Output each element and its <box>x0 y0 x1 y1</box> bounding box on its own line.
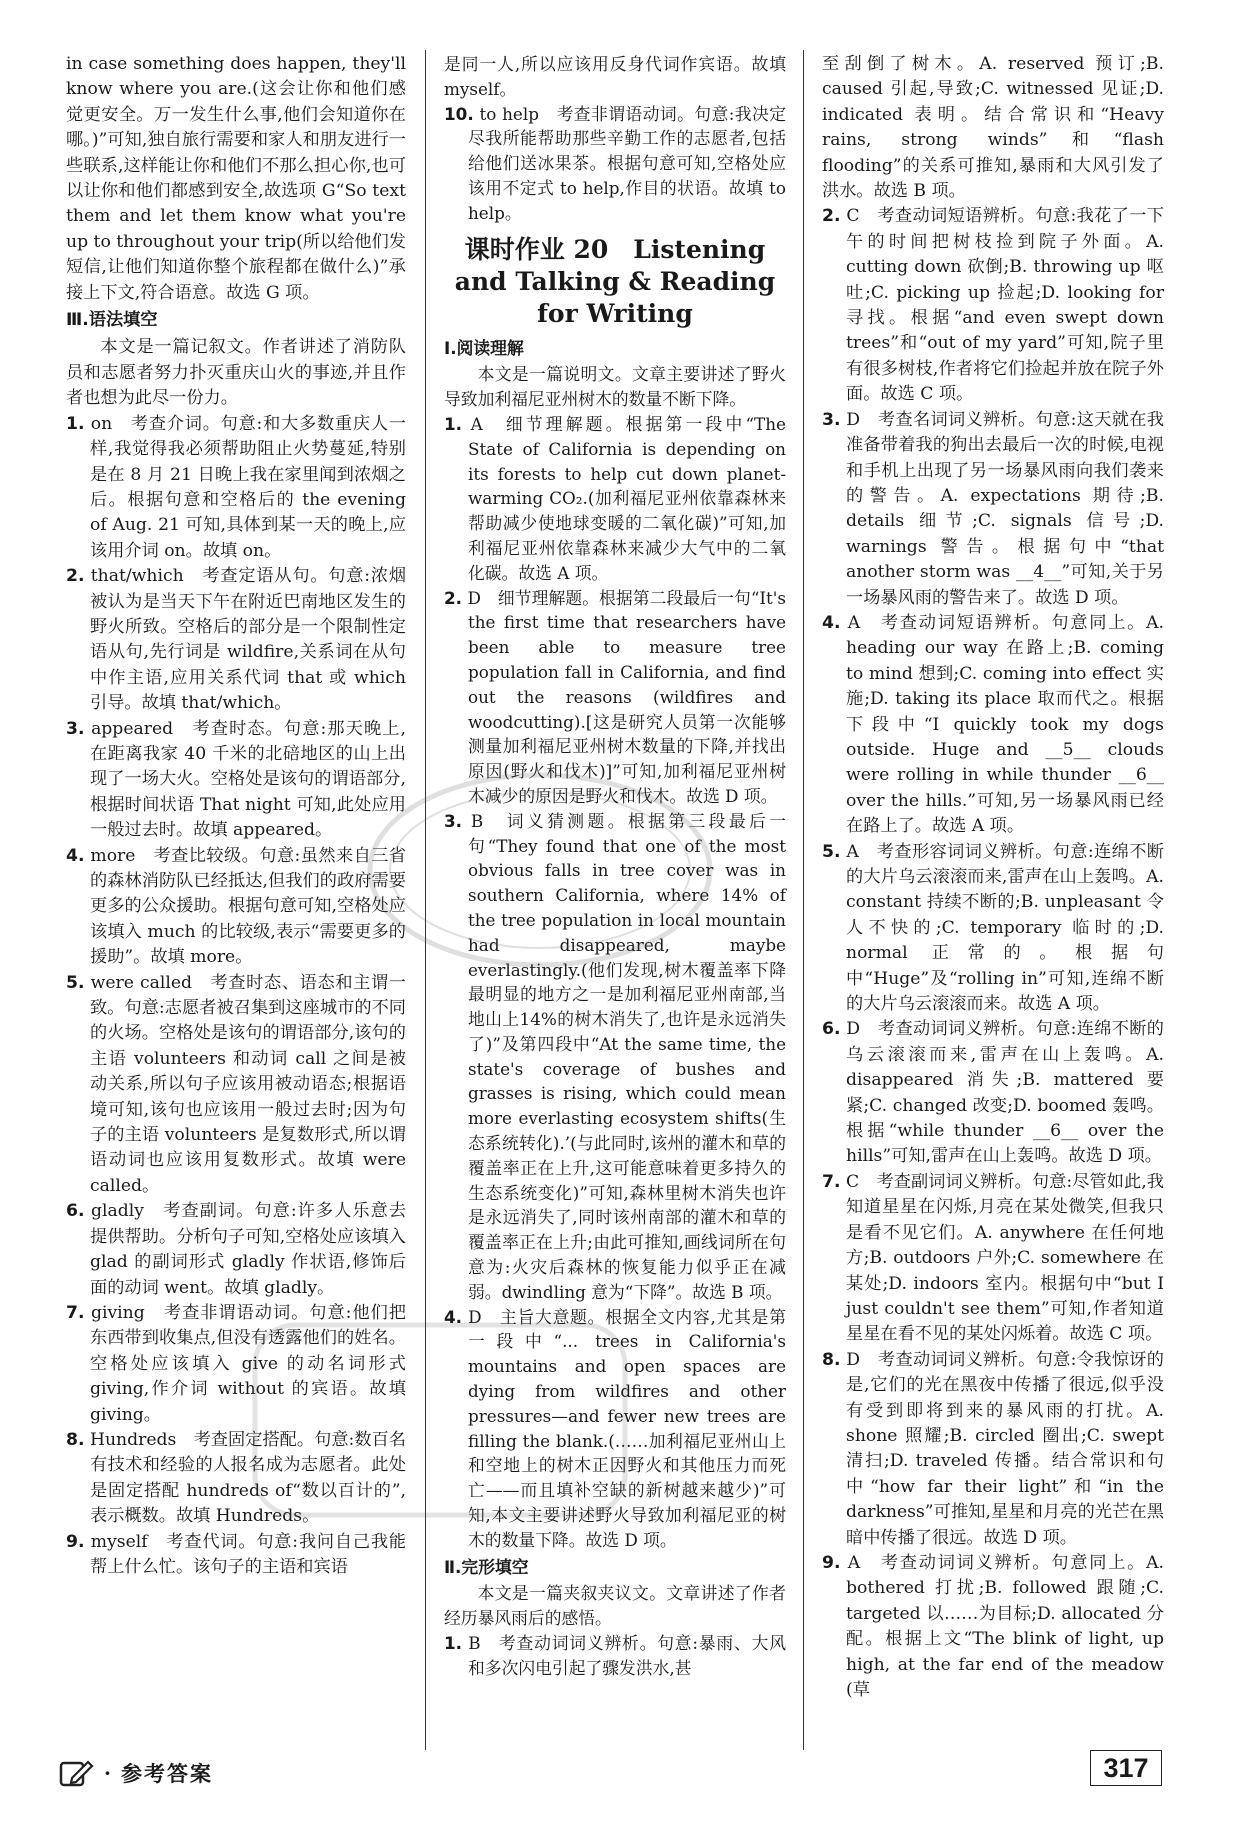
answer-item <box>66 844 406 971</box>
footer <box>58 1758 213 1788</box>
answer-number: 8. <box>66 1429 85 1450</box>
column-2 <box>444 52 786 1681</box>
pencil-note-icon <box>58 1758 94 1788</box>
passage-summary: 本文是一篇记叙文。作者讲述了消防队员和志愿者努力扑灭重庆山火的事迹,并且作者也想为此尽一份力。 <box>66 337 406 409</box>
continued-text: 至刮倒了树木。A. reserved 预订;B. caused 引起,导致;C. witnessed 见证;D. indicated 表明。结合常识和“Heavy rains, strong winds”和“flash flooding”的关系可推知,暴雨和大风引发了洪水。故选 B 项。 <box>822 54 1164 202</box>
page-number: 317 <box>1090 1750 1162 1786</box>
answer-text: that/which 考查定语从句。句意:浓烟被认为是当天下午在附近巴南地区发生的野火所致。空格后的部分是一个限制性定语从句,先行词是 wildfire,关系词在从句中作主语,应用关系代词 that 或 which 引导。故填 that/which。 <box>90 566 407 714</box>
answer-item <box>66 1428 406 1530</box>
answer-number: 9. <box>822 1552 841 1573</box>
answer-number: 2. <box>444 587 463 608</box>
answer-item <box>822 408 1164 611</box>
answer-item <box>66 412 406 564</box>
answer-item <box>822 1348 1164 1551</box>
answer-number: 4. <box>822 612 841 633</box>
answer-item <box>444 809 786 1305</box>
answer-number: 8. <box>822 1349 841 1370</box>
answer-item <box>66 1530 406 1581</box>
answer-number: 6. <box>822 1019 841 1040</box>
footer-dot: · <box>104 1761 111 1785</box>
answer-text: giving 考查非谓语动词。句意:他们把东西带到收集点,但没有透露他们的姓名。空格处应该填入 give 的动名词形式 giving,作介词 without 的宾语。故填 giving。 <box>90 1302 406 1425</box>
passage-summary: 本文是一篇说明文。文章主要讲述了野火导致加利福尼亚州树木的数量不断下降。 <box>444 364 786 410</box>
answer-text: A 细节理解题。根据第一段中“The State of California is depending on its forests to help cut down planet-warming CO₂.(加利福尼亚州依靠森林来帮助减少使地球变暖的二氧化碳)”可知,加利福尼亚州依靠森林来减少大气中的二氧化碳。故选 A 项。 <box>468 413 786 583</box>
answer-number: 10. <box>444 103 474 124</box>
answer-number: 4. <box>66 845 85 866</box>
footer-label: 参考答案 <box>120 1762 213 1786</box>
answer-text: D 考查动词词义辨析。句意:连绵不断的乌云滚滚而来,雷声在山上轰鸣。A. disappeared 消失;B. mattered 要紧;C. changed 改变;D. boomed 轰鸣。根据“while thunder __6__ over the hills”可知,雷声在山上轰鸣。故选 D 项。 <box>846 1019 1164 1167</box>
column-divider-left <box>425 50 426 1750</box>
answer-text: D 细节理解题。根据第二段最后一句“It's the first time that researchers have been able to measure tree population fall in California, and find out the reasons (wildfires and woodcutting).[这是研究人员第一次能够测量加利福尼亚州树木数量的下降,并找出原因(野火和伐木)]”可知,加利福尼亚州树木减少的原因是野火和伐木。故选 D 项。 <box>467 587 786 806</box>
answer-item <box>66 1301 406 1428</box>
answer-text: myself 考查代词。句意:我问自己我能帮上什么忙。该句子的主语和宾语 <box>90 1531 406 1577</box>
section-heading: Ⅱ.完形填空 <box>444 1556 529 1577</box>
answer-text: more 考查比较级。句意:虽然来自三省的森林消防队已经抵达,但我们的政府需要更多的公众援助。根据句意可知,空格处应该填入 much 的比较级,表示“需要更多的援助”。故填 more。 <box>90 845 406 968</box>
answer-number: 2. <box>66 566 85 587</box>
answer-item <box>822 1551 1164 1703</box>
answer-number: 4. <box>444 1306 463 1327</box>
answer-number: 1. <box>444 1633 463 1654</box>
answer-text: on 考查介词。句意:和大多数重庆人一样,我觉得我必须帮助阻止火势蔓延,特别是在 8 月 21 日晚上我在家里闻到浓烟之后。根据句意和空格后的 the evening of Aug. 21 可知,具体到某一天的晚上,应该用介词 on。故填 on。 <box>90 413 406 561</box>
answer-number: 2. <box>822 206 841 227</box>
answer-item <box>444 586 786 809</box>
answer-number: 9. <box>66 1531 85 1552</box>
answer-text: B 考查动词词义辨析。句意:暴雨、大风和多次闪电引起了骤发洪水,甚 <box>468 1633 786 1678</box>
answer-item <box>444 412 786 586</box>
answer-number: 1. <box>66 413 85 434</box>
section-heading: Ⅲ.语法填空 <box>66 310 158 331</box>
answer-item <box>444 1305 786 1553</box>
answer-text: D 考查名词词义辨析。句意:这天就在我准备带着我的狗出去最后一次的时候,电视和手机上出现了另一场暴风雨向我们袭来的警告。A. expectations 期待;B. details 细节;C. signals 信号;D. warnings 警告。根据句中“that another storm was __4__”可知,关于另一场暴风雨的警告来了。故选 D 项。 <box>846 409 1164 608</box>
continued-text: 是同一人,所以应该用反身代词作宾语。故填 myself。 <box>444 54 786 99</box>
passage-summary: 本文是一篇夹叙夹议文。文章讲述了作者经历暴风雨后的感悟。 <box>444 1583 786 1629</box>
answer-text: appeared 考查时态。句意:那天晚上,在距离我家 40 千米的北碚地区的山上出现了一场大火。空格处是该句的谓语部分,根据时间状语 That night 可知,此处应用一般过去时。故填 appeared。 <box>90 718 406 841</box>
answer-number: 3. <box>444 810 463 831</box>
answer-number: 3. <box>66 718 85 739</box>
answer-number: 7. <box>822 1171 841 1192</box>
answer-number: 5. <box>66 972 85 993</box>
answer-text: to help 考查非谓语动词。句意:我决定尽我所能帮助那些辛勤工作的志愿者,包括给他们送冰果茶。根据句意可知,空格处应该用不定式 to help,作目的状语。故填 to help。 <box>468 103 786 223</box>
answer-text: C 考查副词词义辨析。句意:尽管如此,我知道星星在闪烁,月亮在某处微笑,但我只是看不见它们。A. anywhere 在任何地方;B. outdoors 户外;C. somewhere 在某处;D. indoors 室内。根据句中“but I just couldn't see them”可知,作者知道星星在看不见的某处闪烁着。故选 C 项。 <box>846 1171 1164 1345</box>
column-1 <box>66 52 406 1580</box>
answer-number: 1. <box>444 413 463 434</box>
answer-item <box>822 204 1164 407</box>
answer-text: Hundreds 考查固定搭配。句意:数百名有技术和经验的人报名成为志愿者。此处是固定搭配 hundreds of“数以百计的”,表示概数。故填 Hundreds。 <box>90 1429 406 1527</box>
answer-item <box>66 564 406 716</box>
answer-item <box>66 971 406 1200</box>
answer-item <box>822 611 1164 840</box>
answer-number: 3. <box>822 409 841 430</box>
answer-number: 5. <box>822 841 841 862</box>
column-3 <box>822 52 1164 1703</box>
answer-number: 6. <box>66 1201 85 1222</box>
answer-text: D 主旨大意题。根据全文内容,尤其是第一段中“... trees in California's mountains and open spaces are dying from wildfires and other pressures—and fewer new trees are filling the blank.(……加利福尼亚州山上和空地上的树木正因野火和其他压力而死亡——而且填补空缺的新树越来越少)”可知,本文主要讲述野火导致加利福尼亚的树木的数量下降。故选 D 项。 <box>468 1306 786 1550</box>
answer-text: were called 考查时态、语态和主谓一致。句意:志愿者被召集到这座城市的不同的火场。空格处是该句的谓语部分,该句的主语 volunteers 和动词 call 之间是被动关系,所以句子应该用被动语态;根据语境可知,该句也应该用一般过去时;因为句子的主语 volunteers 是复数形式,所以谓语动词也应该用复数形式。故填 were called。 <box>90 972 406 1196</box>
answer-text: A 考查动词词义辨析。句意同上。A. bothered 打扰;B. followed 跟随;C. targeted 以……为目标;D. allocated 分配。根据上文“The blink of light, up high, at the far end of the meadow (草 <box>846 1552 1164 1700</box>
answer-item <box>66 717 406 844</box>
answer-item <box>444 102 786 226</box>
answer-text: C 考查动词短语辨析。句意:我花了一下午的时间把树枝捡到院子外面。A. cutting down 砍倒;B. throwing up 呕吐;C. picking up 捡起;D. looking for 寻找。根据“and even swept down trees”和“out of my yard”可知,院子里有很多树枝,作者将它们捡起并放在院子外面。故选 C 项。 <box>846 206 1164 405</box>
answer-text: B 词义猜测题。根据第三段最后一句“They found that one of the most obvious falls in tree cover was in southern California, where 14% of the tree population in local mountain had disappeared, maybe everlastingly.(他们发现,树木覆盖率下降最明显的地方之一是加利福尼亚州南部,当地山上14%的树木消失了,也许是永远消失了)”及第四段中“At the same time, the state's coverage of bushes and grasses is rising, which could mean more everlasting ecosystem shifts(生态系统转化).’(与此同时,该州的灌木和草的覆盖率正在上升,这可能意味着更多持久的生态系统变化)”可知,森林里树木消失也许是永远消失了,同时该州南部的灌木和草的覆盖率正在上升;由此可推知,画线词所在句意为:火灾后森林的恢复能力似乎正在减弱。dwindling 意为“下降”。故选 B 项。 <box>468 810 786 1302</box>
lesson-title: 课时作业 20 Listening and Talking & Reading for Writing <box>454 234 776 328</box>
answer-text: D 考查动词词义辨析。句意:令我惊讶的是,它们的光在黑夜中传播了很远,似乎没有受到即将到来的暴风雨的打扰。A. shone 照耀;B. circled 圈出;C. swept 清扫;D. traveled 传播。结合常识和句中“how far their light”和“in the darkness”可推知,星星和月亮的光芒在黑暗中传播了很远。故选 D 项。 <box>846 1349 1164 1548</box>
column-divider-right <box>803 50 804 1750</box>
answer-item <box>66 1199 406 1301</box>
answer-item <box>822 840 1164 1018</box>
answer-item <box>822 1017 1164 1169</box>
answer-text: gladly 考查副词。句意:许多人乐意去提供帮助。分析句子可知,空格处应该填入 glad 的副词形式 gladly 作状语,修饰后面的动词 went。故填 gladly。 <box>90 1201 407 1298</box>
answer-item <box>444 1631 786 1681</box>
answer-number: 7. <box>66 1302 85 1323</box>
continued-text: in case something does happen, they'll know where you are.(这会让你和他们感觉更安全。万一发生什么事,他们会知道你在哪。)”可知,独自旅行需要和家人和朋友进行一些联系,这样能让你和他们不那么担心你,也可以让你和他们都感到安全,故选项 G“So text them and let them know what you're up to throughout your trip(所以给他们发短信,让他们知道你整个旅程都在做什么)”承接上下文,符合语意。故选 G 项。 <box>66 54 406 303</box>
answer-text: A 考查动词短语辨析。句意同上。A. heading our way 在路上;B. coming to mind 想到;C. coming into effect 实施;D. taking its place 取而代之。根据下段中“I quickly took my dogs outside. Huge and __5__ clouds were rolling in while thunder __6__ over the hills.”可知,另一场暴风雨已经在路上了。故选 A 项。 <box>846 612 1164 837</box>
section-heading: Ⅰ.阅读理解 <box>444 337 524 358</box>
answer-text: A 考查形容词词义辨析。句意:连绵不断的大片乌云滚滚而来,雷声在山上轰鸣。A. constant 持续不断的;B. unpleasant 令人不快的;C. temporary 临时的;D. normal 正常的。根据句中“Huge”及“rolling in”可知,连绵不断的大片乌云滚滚而来。故选 A 项。 <box>846 841 1164 1015</box>
answer-item <box>822 1170 1164 1348</box>
